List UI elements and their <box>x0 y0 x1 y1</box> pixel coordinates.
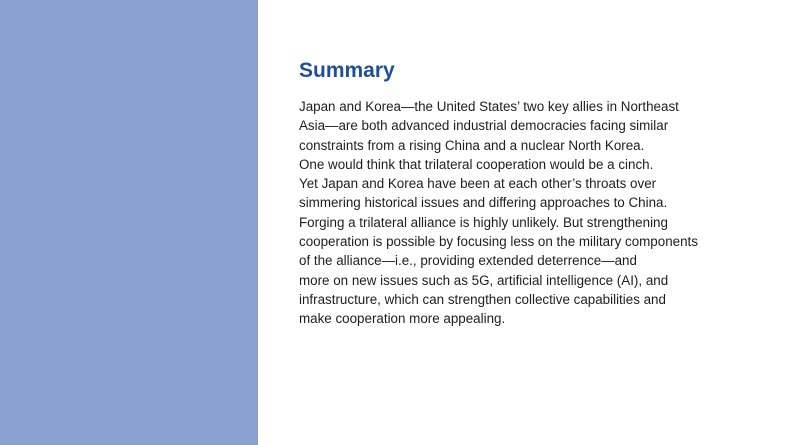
summary-line: constraints from a rising China and a nuclear North Korea. <box>299 137 645 153</box>
summary-line: infrastructure, which can strengthen collective capabilities and <box>299 291 666 307</box>
summary-section <box>299 58 779 329</box>
summary-line: Yet Japan and Korea have been at each other’s throats over <box>299 176 657 192</box>
summary-body <box>299 97 779 329</box>
summary-line: simmering historical issues and differing approaches to China. <box>299 195 668 211</box>
summary-line: more on new issues such as 5G, artificial intelligence (AI), and <box>299 272 669 288</box>
summary-line: One would think that trilateral cooperation would be a cinch. <box>299 156 654 172</box>
summary-line: Japan and Korea—the United States’ two key allies in Northeast <box>299 99 679 114</box>
summary-line: make cooperation more appealing. <box>299 311 506 327</box>
summary-line: of the alliance—i.e., providing extended deterrence—and <box>299 253 637 269</box>
side-color-panel <box>0 0 258 445</box>
summary-line: Asia—are both advanced industrial democracies facing similar <box>299 118 669 134</box>
summary-line: cooperation is possible by focusing less on the military components <box>299 234 698 250</box>
summary-title: Summary <box>299 59 395 82</box>
summary-line: Forging a trilateral alliance is highly unlikely. But strengthening <box>299 214 668 230</box>
